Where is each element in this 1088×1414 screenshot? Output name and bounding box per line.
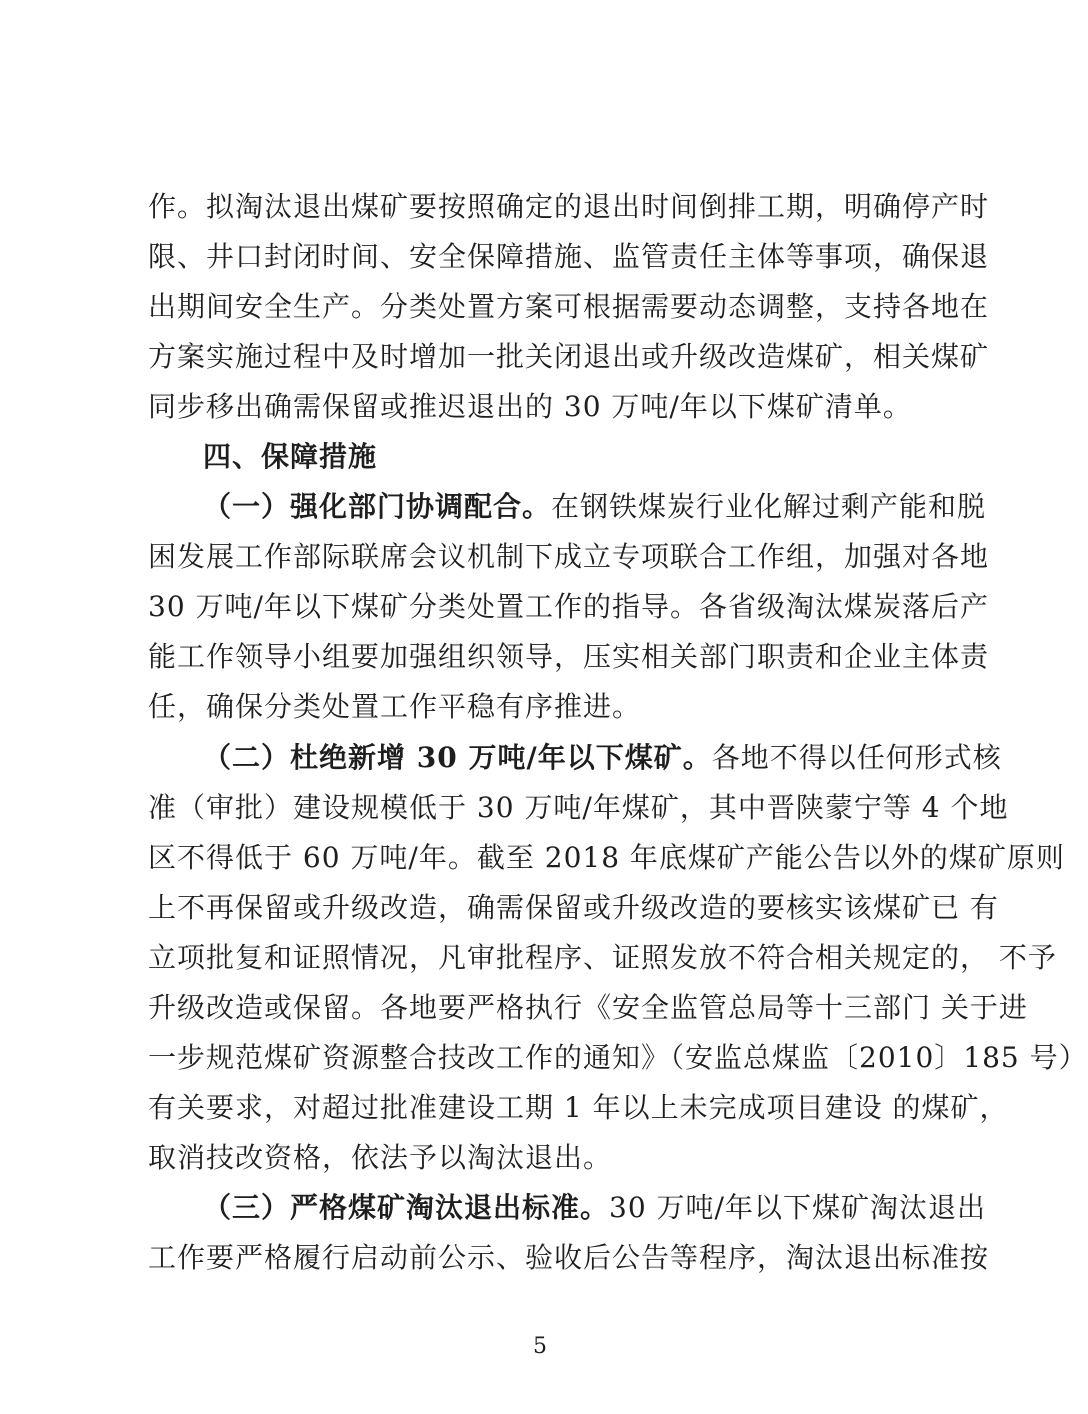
paragraph-line: 作。拟淘汰退出煤矿要按照确定的退出时间倒排工期，明确停产时 — [148, 190, 990, 223]
item-first-line — [203, 487, 987, 527]
item-heading: （三）严格煤矿淘汰退出标准。 — [203, 1191, 610, 1224]
paragraph-line: 任，确保分类处置工作平稳有序推进。 — [148, 690, 642, 723]
paragraph-line: 困发展工作部际联席会议机制下成立专项联合工作组，加强对各地 — [148, 540, 990, 573]
paragraph-line: 区不得低于 60 万吨/年。截至 2018 年底煤矿产能公告以外的煤矿原则 — [148, 841, 1065, 874]
item-heading: （一）强化部门协调配合。 — [203, 490, 552, 523]
paragraph-line: 能工作领导小组要加强组织领导，压实相关部门职责和企业主体责 — [148, 640, 990, 673]
item-first-line — [203, 1188, 986, 1228]
paragraph-line: 方案实施过程中及时增加一批关闭退出或升级改造煤矿，相关煤矿 — [148, 340, 990, 373]
paragraph-line: 升级改造或保留。各地要严格执行《安全监管总局等十三部门 关于进 — [148, 991, 1028, 1024]
paragraph-line: 30 万吨/年以下煤矿分类处置工作的指导。各省级淘汰煤炭落后产 — [148, 590, 989, 623]
paragraph-line: 同步移出确需保留或推迟退出的 30 万吨/年以下煤矿清单。 — [148, 390, 912, 423]
item-text: 30 万吨/年以下煤矿淘汰退出 — [609, 1191, 986, 1224]
paragraph-line: 取消技改资格，依法予以淘汰退出。 — [148, 1141, 613, 1174]
paragraph-line: 有关要求，对超过批准建设工期 1 年以上未完成项目建设 的煤矿， — [148, 1091, 1009, 1124]
paragraph-line: 准（审批）建设规模低于 30 万吨/年煤矿，其中晋陕蒙宁等 4 个地 — [148, 791, 1009, 824]
page-number: 5 — [533, 1334, 547, 1359]
paragraph-line: 上不再保留或升级改造，确需保留或升级改造的要核实该煤矿已 有 — [148, 891, 999, 924]
item-text: 在钢铁煤炭行业化解过剩产能和脱 — [551, 490, 987, 523]
item-first-line — [203, 738, 1002, 778]
paragraph-line: 工作要严格履行启动前公示、验收后公告等程序，淘汰退出标准按 — [148, 1241, 990, 1274]
paragraph-line: 立项批复和证照情况，凡审批程序、证照发放不符合相关规定的， 不予 — [148, 941, 1057, 974]
paragraph-line: 限、井口封闭时间、安全保障措施、监管责任主体等事项，确保退 — [148, 240, 990, 273]
item-text: 各地不得以任何形式核 — [711, 741, 1002, 774]
section-heading: 四、保障措施 — [203, 440, 378, 473]
item-heading: （二）杜绝新增 30 万吨/年以下煤矿。 — [203, 741, 712, 774]
paragraph-line: 出期间安全生产。分类处置方案可根据需要动态调整，支持各地在 — [148, 290, 990, 323]
paragraph-line: 一步规范煤矿资源整合技改工作的通知》（安监总煤监〔2010〕185 号） — [148, 1041, 1088, 1074]
